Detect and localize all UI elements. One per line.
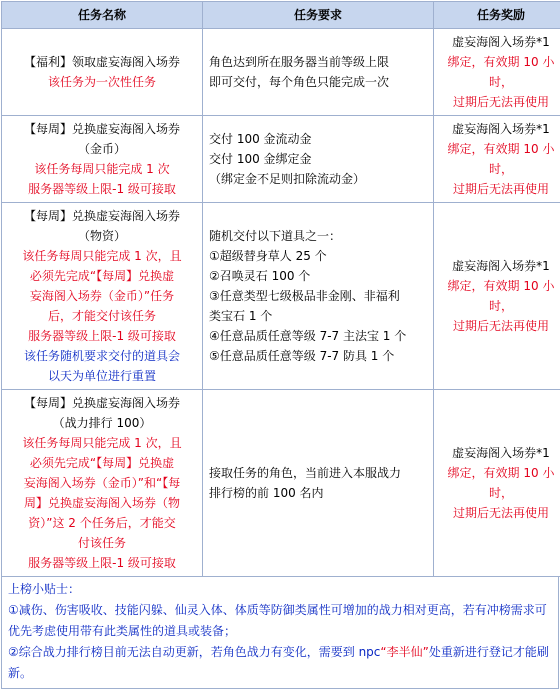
task-reward-line: 过期后无法再使用	[436, 316, 560, 336]
task-reward-line: 绑定，有效期 10 小时，	[436, 463, 560, 503]
task-reward-line: 过期后无法再使用	[436, 503, 560, 523]
task-requirement-line: 交付 100 金绑定金	[209, 149, 427, 169]
task-requirement-line: 排行榜的前 100 名内	[209, 483, 427, 503]
task-name-line: 后，才能交付该任务	[4, 306, 200, 326]
task-name-line: 【每周】兑换虚妄海阁入场券	[4, 393, 200, 413]
task-requirement-line: 角色达到所在服务器当前等级上限	[209, 52, 427, 72]
task-name-cell	[2, 116, 203, 203]
table-header-row	[2, 2, 560, 29]
tips-item-1-text: ①减伤、伤害吸收、技能闪躲、仙灵入体、体质等防御类属性可增加的战力相对更高，若有冲榜需求可优先考虑使用带有此类属性的道具或装备；	[8, 603, 547, 638]
task-name-line: 以天为单位进行重置	[4, 366, 200, 386]
task-reward-line: 过期后无法再使用	[436, 92, 560, 112]
tips-item-2	[8, 642, 554, 684]
task-reward-cell	[434, 390, 560, 577]
task-name-cell	[2, 29, 203, 116]
header-task-requirement: 任务要求	[203, 2, 434, 29]
tips-box	[1, 577, 559, 689]
task-name-line: 该任务每周只能完成 1 次，且	[4, 433, 200, 453]
task-table-container	[1, 1, 559, 689]
task-name-line: 服务器等级上限-1 级可接取	[4, 326, 200, 346]
task-name-line: 资）”这 2 个任务后，才能交	[4, 513, 200, 533]
table-body	[2, 29, 560, 577]
task-table	[1, 1, 560, 577]
task-name-line: 该任务每周只能完成 1 次，且	[4, 246, 200, 266]
task-name-cell	[2, 203, 203, 390]
task-reward-cell	[434, 116, 560, 203]
task-name-line: 【福利】领取虚妄海阁入场券	[4, 52, 200, 72]
task-reward-line: 虚妄海阁入场券*1	[436, 443, 560, 463]
table-row	[2, 390, 560, 577]
task-reward-line: 绑定，有效期 10 小时，	[436, 139, 560, 179]
tips-title: 上榜小贴士：	[8, 579, 554, 600]
tips-item-1	[8, 600, 554, 642]
header-task-reward: 任务奖励	[434, 2, 560, 29]
task-requirement-line: （绑定金不足则扣除流动金）	[209, 169, 427, 189]
task-requirement-line: ④任意品质任意等级 7-7 主法宝 1 个	[209, 326, 427, 346]
task-name-line: 服务器等级上限-1 级可接取	[4, 179, 200, 199]
task-name-line: 服务器等级上限-1 级可接取	[4, 553, 200, 573]
task-requirement-line: 即可交付，每个角色只能完成一次	[209, 72, 427, 92]
task-name-line: 妄海阁入场券（金币）”和“【每	[4, 473, 200, 493]
task-requirement-line: 交付 100 金流动金	[209, 129, 427, 149]
task-reward-line: 虚妄海阁入场券*1	[436, 32, 560, 52]
task-requirement-line: ⑤任意品质任意等级 7-7 防具 1 个	[209, 346, 427, 366]
task-requirement-cell	[203, 203, 434, 390]
table-row	[2, 203, 560, 390]
task-name-line: 【每周】兑换虚妄海阁入场券	[4, 119, 200, 139]
task-name-cell	[2, 390, 203, 577]
task-name-line: 付该任务	[4, 533, 200, 553]
task-requirement-cell	[203, 29, 434, 116]
task-reward-line: 过期后无法再使用	[436, 179, 560, 199]
task-name-line: 该任务为一次性任务	[4, 72, 200, 92]
task-requirement-line: ①超级替身草人 25 个	[209, 246, 427, 266]
tips-npc-name: “李半仙”	[380, 645, 428, 659]
task-requirement-line: 类宝石 1 个	[209, 306, 427, 326]
tips-item-2-tail: 处重新进行登记才能刷新。	[8, 645, 549, 680]
task-name-line: 【每周】兑换虚妄海阁入场券	[4, 206, 200, 226]
task-name-line: （金币）	[4, 139, 200, 159]
task-name-line: （战力排行 100）	[4, 413, 200, 433]
task-reward-cell	[434, 203, 560, 390]
task-name-line: 必须先完成“【每周】兑换虚	[4, 453, 200, 473]
task-name-line: 该任务每周只能完成 1 次	[4, 159, 200, 179]
task-name-line: 周】兑换虚妄海阁入场券（物	[4, 493, 200, 513]
task-name-line: 该任务随机要求交付的道具会	[4, 346, 200, 366]
table-row	[2, 29, 560, 116]
table-row	[2, 116, 560, 203]
task-reward-cell	[434, 29, 560, 116]
task-reward-line: 绑定，有效期 10 小时，	[436, 52, 560, 92]
task-reward-line: 绑定，有效期 10 小时，	[436, 276, 560, 316]
tips-item-2-text: ②综合战力排行榜目前无法自动更新，若角色战力有变化，需要到 npc	[8, 645, 380, 659]
task-requirement-line: ③任意类型七级极品非金刚、非福利	[209, 286, 427, 306]
task-reward-line: 虚妄海阁入场券*1	[436, 256, 560, 276]
task-name-line: 妄海阁入场券（金币）”任务	[4, 286, 200, 306]
task-requirement-cell	[203, 116, 434, 203]
header-task-name: 任务名称	[2, 2, 203, 29]
task-reward-line: 虚妄海阁入场券*1	[436, 119, 560, 139]
task-requirement-line: ②召唤灵石 100 个	[209, 266, 427, 286]
task-requirement-cell	[203, 390, 434, 577]
task-requirement-line: 接取任务的角色，当前进入本服战力	[209, 463, 427, 483]
task-name-line: （物资）	[4, 226, 200, 246]
task-requirement-line: 随机交付以下道具之一：	[209, 226, 427, 246]
task-name-line: 必须先完成“【每周】兑换虚	[4, 266, 200, 286]
